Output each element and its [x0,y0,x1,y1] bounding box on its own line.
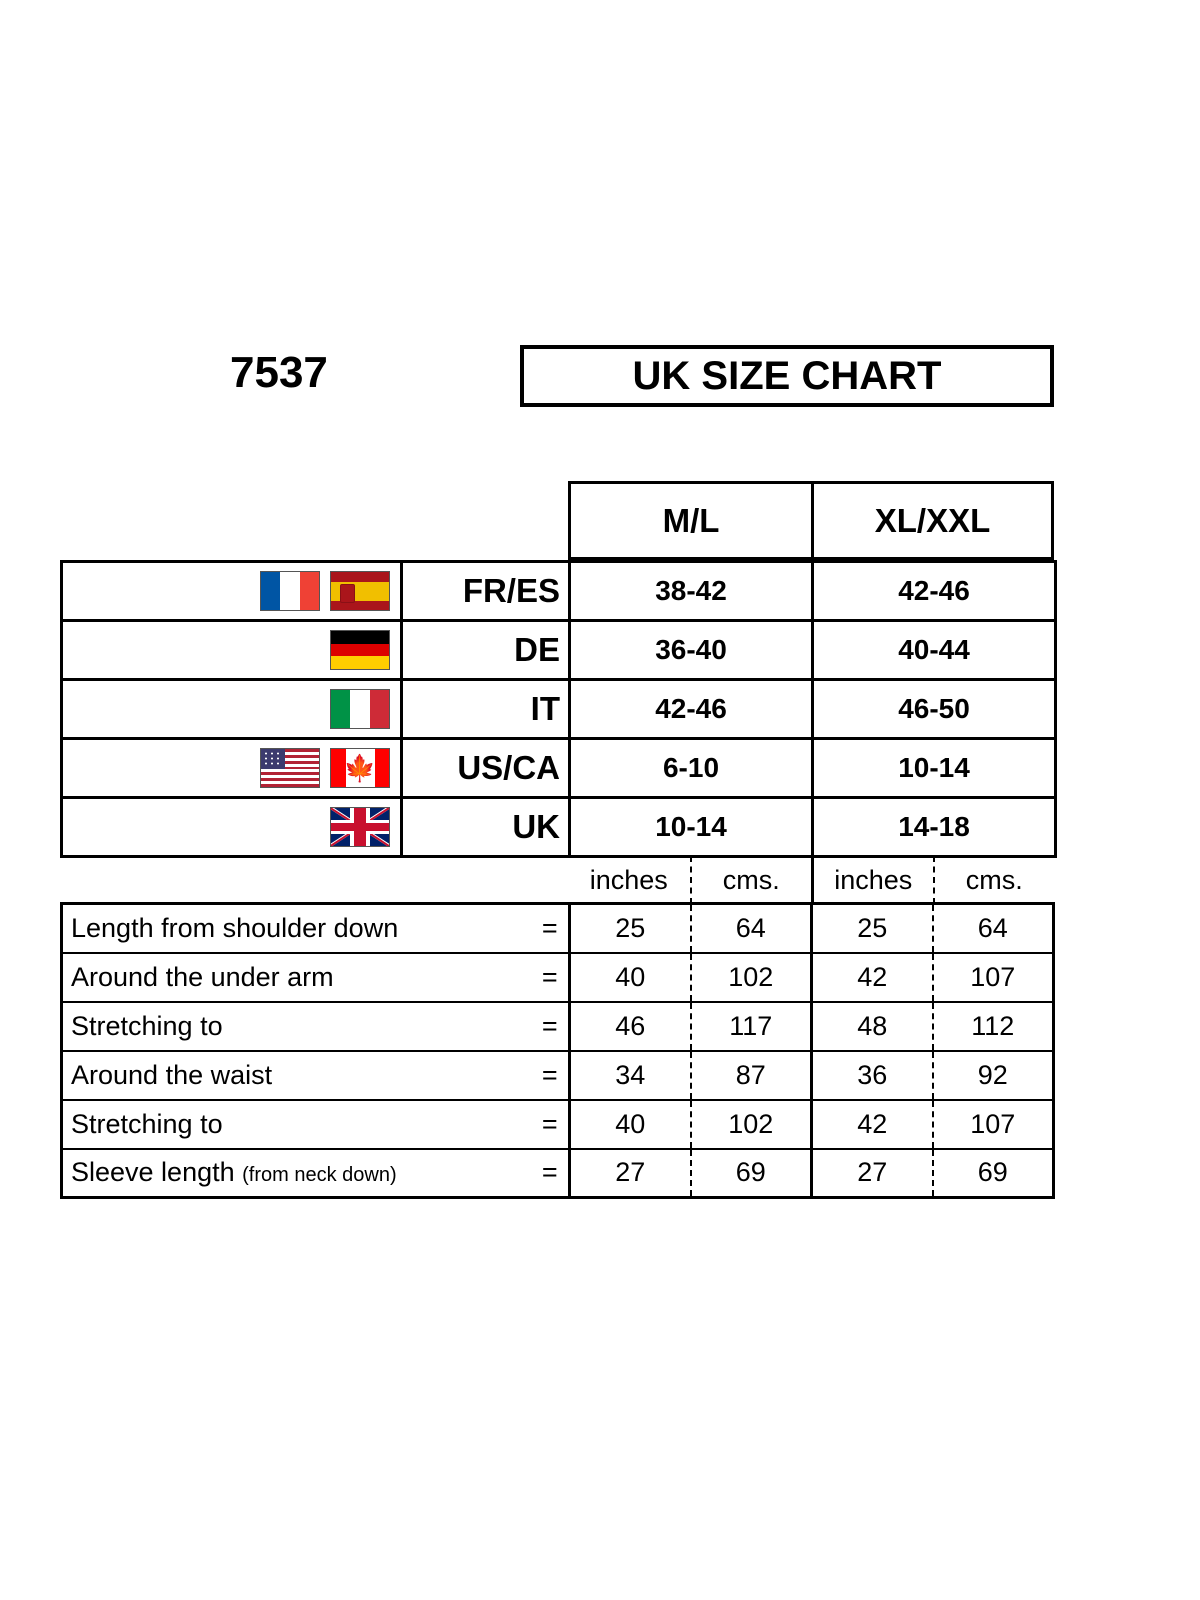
equals-sign: = [532,904,570,953]
measurement-label-waist: Around the waist [62,1051,532,1100]
flag-france-icon [260,571,320,611]
size-value-it-ml: 42-46 [570,680,813,739]
size-value-it-xlxxl: 46-50 [813,680,1056,739]
country-label-us-ca: US/CA [402,739,570,798]
unit-header-ml-cms: cms. [690,856,812,904]
size-value-us-ca-xlxxl: 10-14 [813,739,1056,798]
table-row [62,1002,1054,1051]
flag-italy-icon [330,689,390,729]
measure-stretching-1-xl-cms: 112 [933,1002,1054,1051]
measurement-label-stretching-to-2: Stretching to [62,1100,532,1149]
table-row [62,621,1056,680]
measure-stretching-1-ml-cms: 117 [691,1002,812,1051]
table-row [62,739,1056,798]
measure-sleeve-xl-cms: 69 [933,1149,1054,1198]
measurement-label-sleeve-length [62,1149,532,1198]
size-value-fr-es-xlxxl: 42-46 [813,562,1056,621]
measure-stretching-2-xl-inches: 42 [812,1100,933,1149]
country-label-de: DE [402,621,570,680]
flag-cell-us-ca [62,739,402,798]
measure-under-arm-xl-cms: 107 [933,953,1054,1002]
flag-cell-it [62,680,402,739]
country-label-it: IT [402,680,570,739]
measure-length-shoulder-xl-inches: 25 [812,904,933,953]
measure-length-shoulder-ml-cms: 64 [691,904,812,953]
measure-stretching-2-ml-inches: 40 [570,1100,691,1149]
measure-length-shoulder-xl-cms: 64 [933,904,1054,953]
flag-germany-icon [330,630,390,670]
size-value-de-xlxxl: 40-44 [813,621,1056,680]
measure-waist-ml-cms: 87 [691,1051,812,1100]
measure-stretching-2-xl-cms: 107 [933,1100,1054,1149]
equals-sign: = [532,953,570,1002]
size-column-header-xlxxl: XL/XXL [811,484,1051,557]
table-row [62,1100,1054,1149]
measure-waist-xl-inches: 36 [812,1051,933,1100]
equals-sign: = [532,1002,570,1051]
measure-stretching-1-ml-inches: 46 [570,1002,691,1051]
measurements-table [60,902,1055,1199]
product-code: 7537 [230,348,328,397]
flag-cell-de [62,621,402,680]
chart-title-box [520,345,1054,407]
flag-usa-icon [260,748,320,788]
flag-spain-icon [330,571,390,611]
table-row [62,904,1054,953]
measure-waist-ml-inches: 34 [570,1051,691,1100]
country-size-table [60,560,1057,858]
table-row [62,953,1054,1002]
equals-sign: = [532,1051,570,1100]
sleeve-length-note: (from neck down) [242,1164,397,1187]
page-title: UK SIZE CHART [632,353,942,398]
measure-under-arm-xl-inches: 42 [812,953,933,1002]
flag-canada-icon: 🍁 [330,748,390,788]
table-row [62,1149,1054,1198]
size-value-fr-es-ml: 38-42 [570,562,813,621]
equals-sign: = [532,1149,570,1198]
measure-stretching-1-xl-inches: 48 [812,1002,933,1051]
country-label-fr-es: FR/ES [402,562,570,621]
unit-header-ml-inches: inches [589,864,668,895]
table-row [62,1051,1054,1100]
measure-under-arm-ml-cms: 102 [691,953,812,1002]
flag-cell-uk [62,798,402,857]
unit-header-xl-inches: inches [811,856,933,904]
measure-sleeve-xl-inches: 27 [812,1149,933,1198]
measurement-label-under-arm: Around the under arm [62,953,532,1002]
measure-waist-xl-cms: 92 [933,1051,1054,1100]
size-value-us-ca-ml: 6-10 [570,739,813,798]
measure-sleeve-ml-inches: 27 [570,1149,691,1198]
flag-cell-fr-es [62,562,402,621]
table-row [62,798,1056,857]
country-label-uk: UK [402,798,570,857]
measure-under-arm-ml-inches: 40 [570,953,691,1002]
equals-sign: = [532,1100,570,1149]
size-column-header-ml: M/L [662,501,720,539]
measure-length-shoulder-ml-inches: 25 [570,904,691,953]
measure-stretching-2-ml-cms: 102 [691,1100,812,1149]
measure-sleeve-ml-cms: 69 [691,1149,812,1198]
size-columns-header [568,481,1054,560]
measurement-label-stretching-to-1: Stretching to [62,1002,532,1051]
table-row [62,680,1056,739]
flag-uk-icon [330,807,390,847]
table-row [62,562,1056,621]
sleeve-length-main-label: Sleeve length [71,1157,235,1188]
size-value-de-ml: 36-40 [570,621,813,680]
size-value-uk-ml: 10-14 [570,798,813,857]
unit-header-xl-cms: cms. [933,856,1055,904]
unit-header-row [568,856,1054,904]
measurement-label-length-shoulder: Length from shoulder down [62,904,532,953]
size-value-uk-xlxxl: 14-18 [813,798,1056,857]
